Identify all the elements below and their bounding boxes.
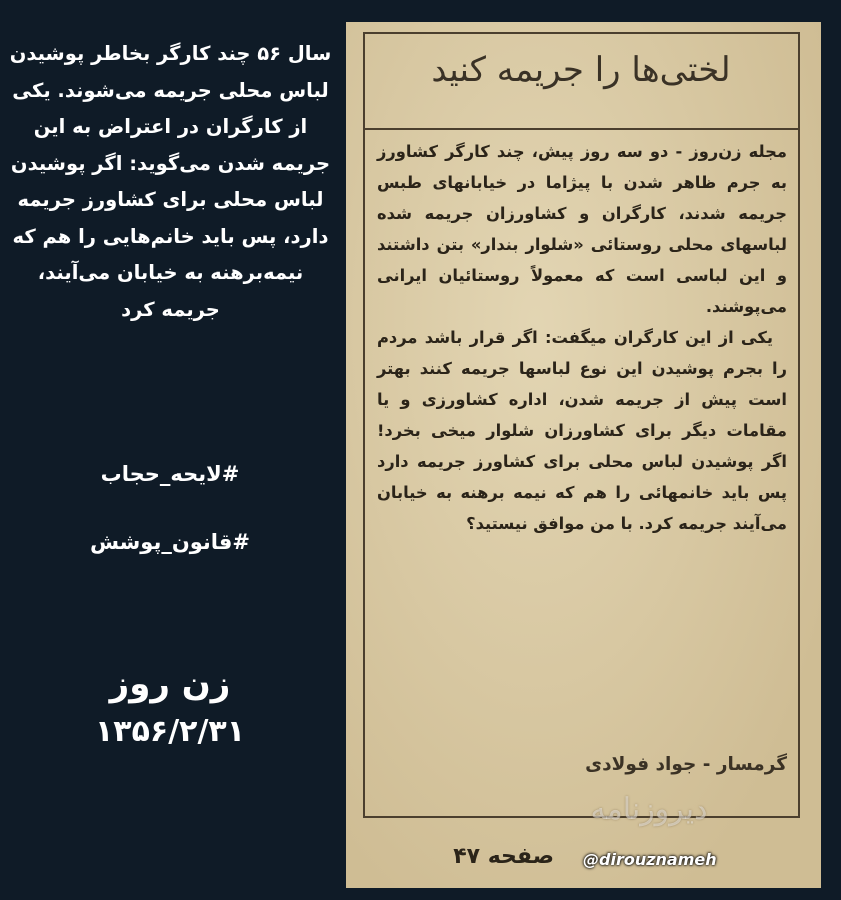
clipping-paragraph: یکی از این کارگران میگفت: اگر قرار باشد مردم را بجرم پوشیدن این نوع لباسها جریمه کنند بهتر است پیش از جریمه شدن، اداره کشاورزی و یا مقامات دیگر برای کشاورزان شلوار میخی بخرد! اگر پوشیدن لباس محلی برای کشاورز جریمه دارد پس باید خانمهائی را هم که نیمه برهنه به خیابان می‌آیند جریمه کرد. با من موافق نیستید؟ [377,328,787,533]
page-number: صفحه ۴۷ [453,844,554,869]
clipping-author: گرمسار - جواد فولادی [585,754,787,775]
clipping-headline: لختی‌ها را جریمه کنید [431,50,731,90]
source-name: زن روز [109,664,231,704]
clipping-frame [363,32,800,818]
clipping-paragraph: مجله زن‌روز - دو سه روز پیش، چند کارگر کشاورز به جرم ظاهر شدن با پیژاما در خیابانهای طبس جریمه شدند، کارگران و کشاورزان جریمه شده لباسهای محلی روستائی «شلوار بندار» بتن داشتند و این لباسی است که معمولاً روستائیان ایرانی می‌پوشند. [377,142,787,316]
newspaper-clipping [346,22,821,888]
caption-text: سال ۵۶ چند کارگر بخاطر پوشیدن لباس محلی جریمه می‌شوند. یکی از کارگران در اعتراض به این جریمه شدن می‌گوید: اگر پوشیدن لباس محلی برای کشاورز جریمه دارد، پس باید خانم‌هایی را هم که نیمه‌برهنه به خیابان می‌آیند، جریمه کرد [9,42,332,321]
watermark-logo: دیروزنامه [590,792,708,827]
social-handle: @dirouznameh [583,850,717,869]
hashtag-dress-law[interactable]: #قانون_پوشش [89,530,251,554]
left-panel [0,0,345,900]
hashtag-hijab-bill[interactable]: #لایحه_حجاب [100,462,240,486]
source-date: ۱۳۵۶/۲/۳۱ [94,714,246,749]
headline-divider [365,128,798,130]
clipping-body [377,136,787,539]
